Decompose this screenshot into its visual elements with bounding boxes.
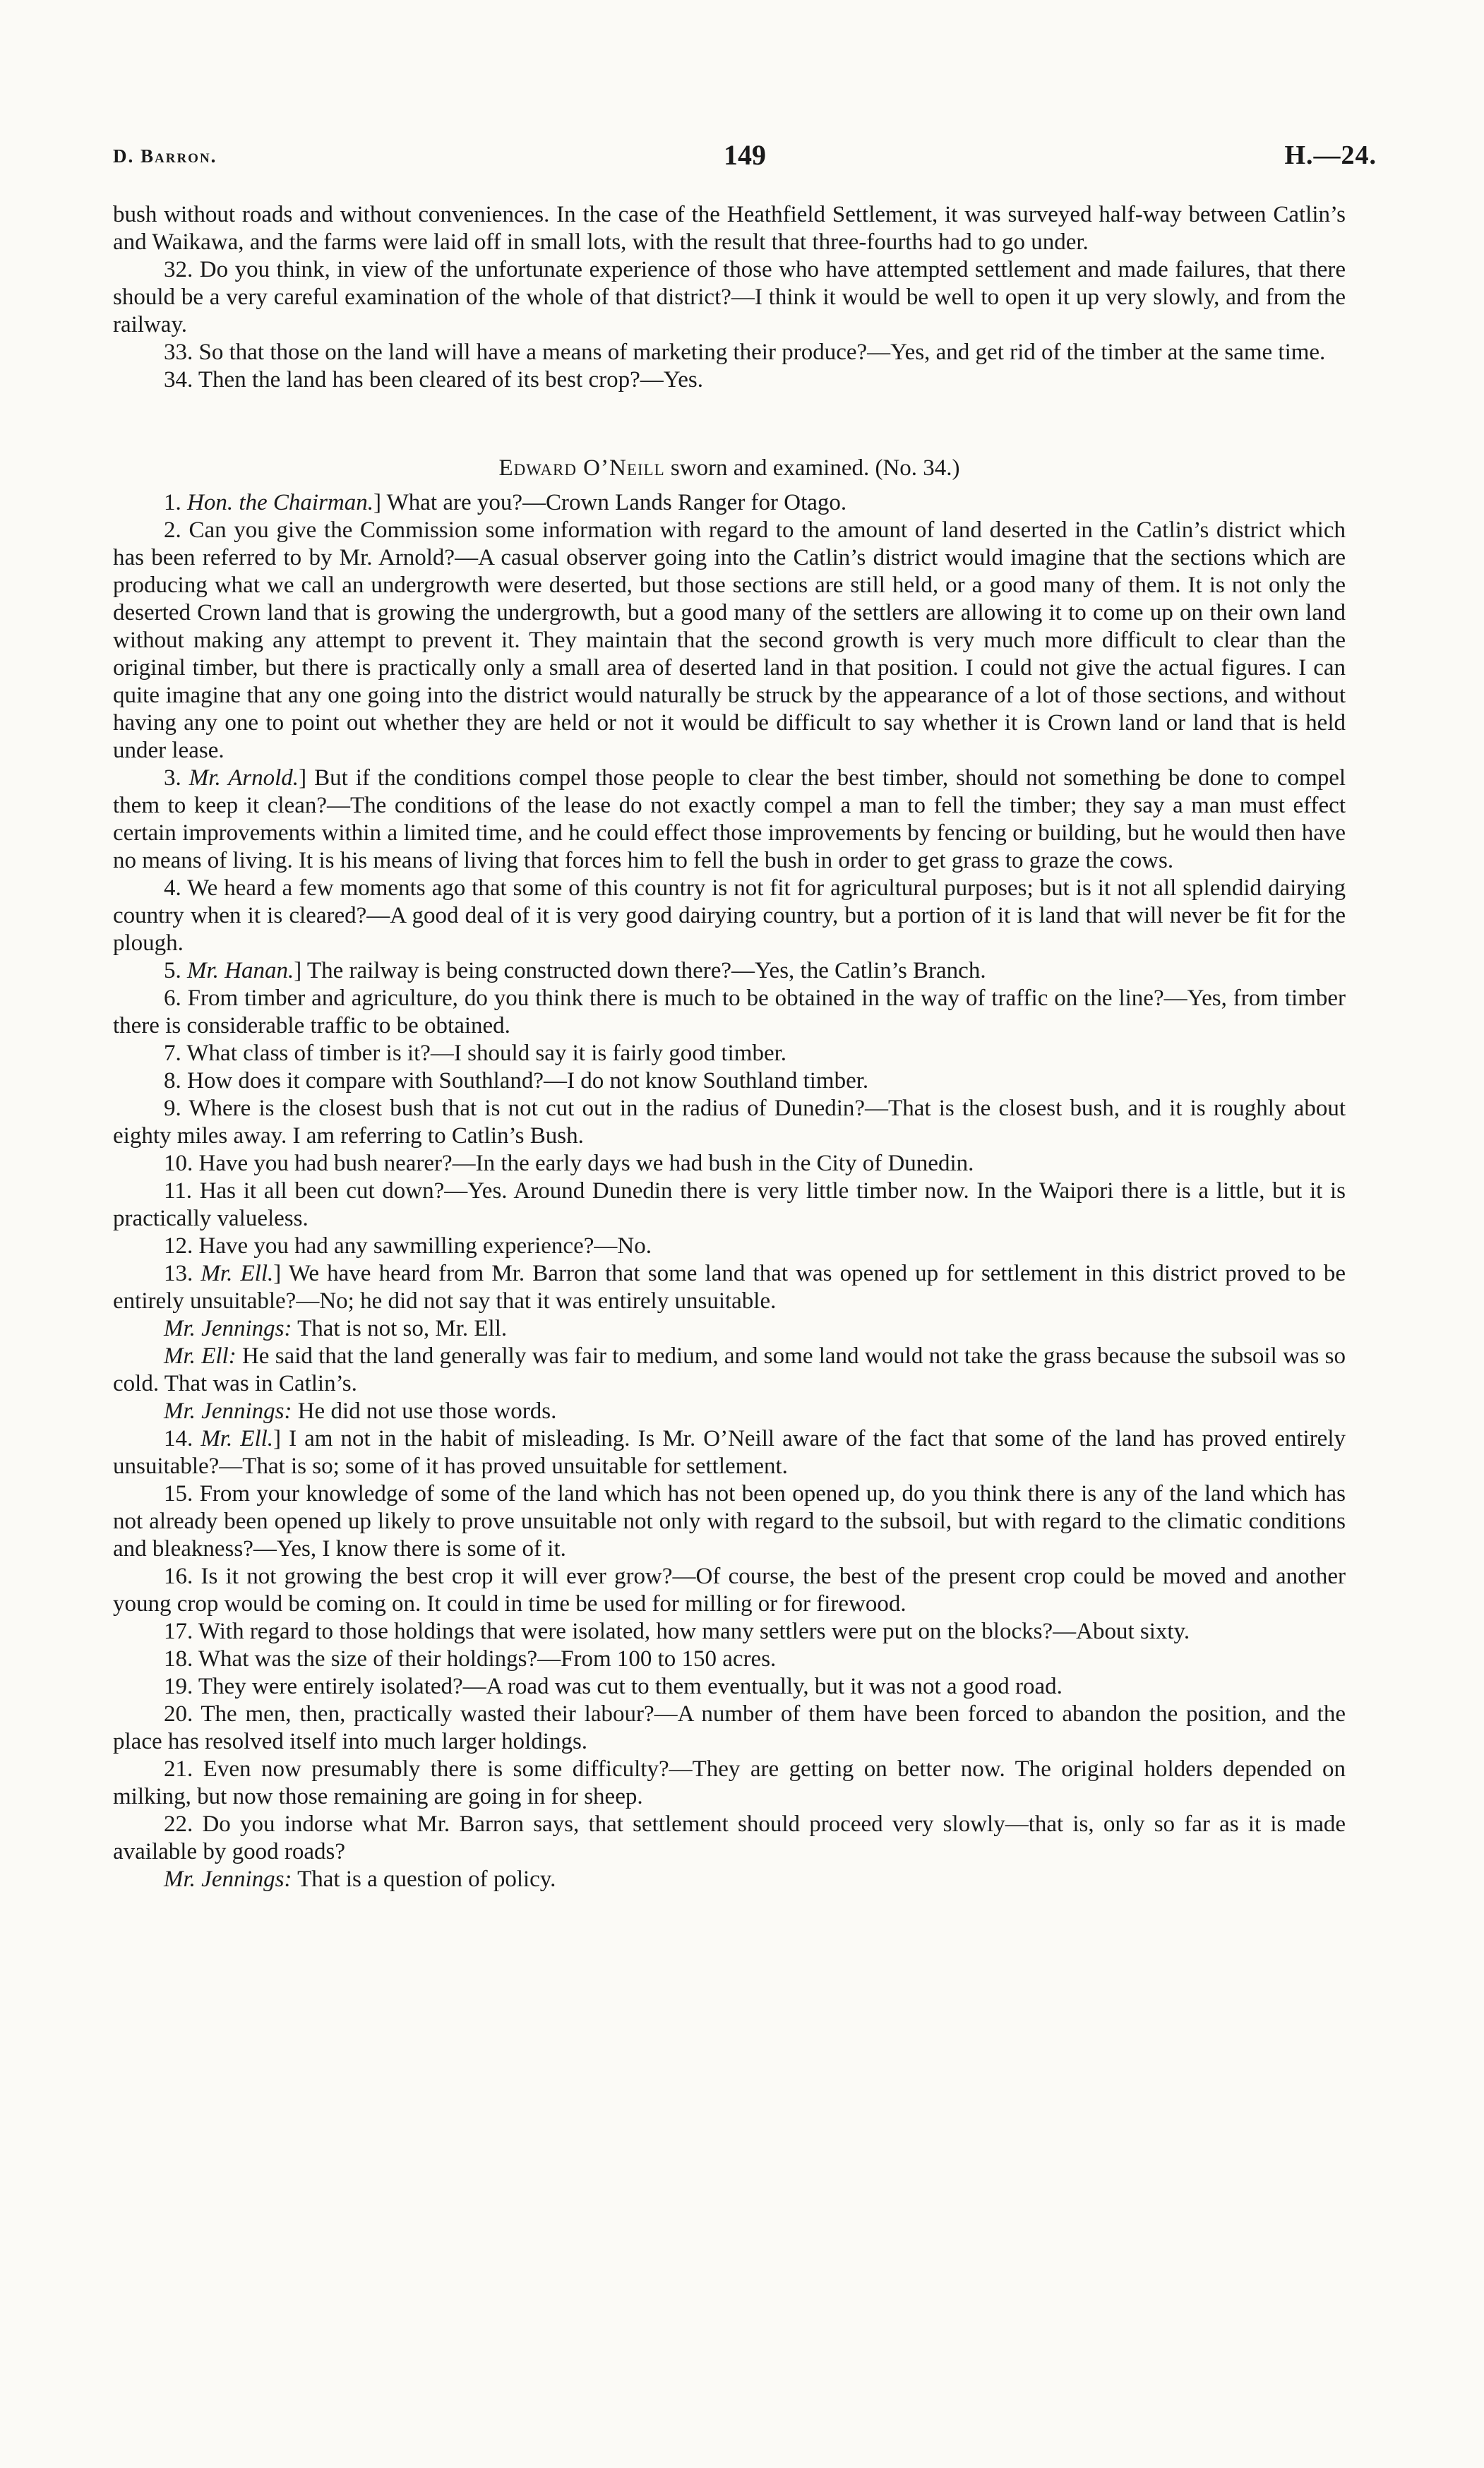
testimony-paragraph (113, 1233, 1346, 1260)
paragraph: 33. So that those on the land will have a means of marketing their produce?—Yes, and get rid of the timber at the same time. (164, 340, 1326, 365)
speaker-name: Mr. Arnold. (189, 765, 299, 791)
question-number: 13. (164, 1261, 201, 1286)
paper-reference: H.—24. (1284, 140, 1377, 170)
testimony-paragraph (113, 1260, 1346, 1315)
speaker-name: Mr. Hanan. (187, 958, 294, 983)
testimony-text: 11. Has it all been cut down?—Yes. Around Dunedin there is very little timber now. In the Waipori there is a little, but it is practically valueless. (113, 1178, 1346, 1231)
testimony-text: That is a question of policy. (292, 1867, 556, 1892)
testimony-paragraph (113, 875, 1346, 957)
testimony-text: 22. Do you indorse what Mr. Barron says, that settlement should proceed very slowly—that is, only so far as it is made available by good roads? (113, 1811, 1346, 1864)
testimony-paragraph (113, 517, 1346, 765)
testimony-paragraph (113, 1811, 1346, 1866)
testimony-paragraph (113, 985, 1346, 1040)
testimony-paragraph (113, 1646, 1346, 1673)
witness-name: Edward O’Neill (498, 455, 665, 481)
testimony-text: He said that the land generally was fair to medium, and some land would not take the grass because the subsoil was so cold. That was in Catlin’s. (113, 1343, 1346, 1396)
testimony-text: 21. Even now presumably there is some difficulty?—They are getting on better now. The original holders depended on milking, but now those remaining are going in for sheep. (113, 1756, 1346, 1809)
testimony-text: 4. We heard a few moments ago that some of this country is not fit for agricultural purposes; but is it not all splendid dairying country when it is cleared?—A good deal of it is very good dairying country, but a portion of it is land that will never be fit for the plough. (113, 875, 1346, 956)
page-header (113, 138, 1377, 181)
header-witness: D. Barron. (113, 145, 217, 167)
testimony-paragraph (113, 1343, 1346, 1398)
testimony-paragraph (113, 1398, 1346, 1425)
testimony-text: 7. What class of timber is it?—I should say it is fairly good timber. (164, 1041, 787, 1066)
testimony-paragraph (113, 1067, 1346, 1095)
question-number: 14. (164, 1426, 201, 1451)
testimony-text: 15. From your knowledge of some of the land which has not been opened up, do you think there is any of the land which has not already been opened up likely to prove unsuitable not only with regard to the subsoil, but with regard to the climatic conditions and bleakness?—Yes, I know there is some of it. (113, 1481, 1346, 1562)
speaker-name: Mr. Ell. (201, 1261, 274, 1286)
speaker-name: Mr. Ell. (201, 1426, 274, 1451)
testimony-text: 2. Can you give the Commission some information with regard to the amount of land deserted in the Catlin’s district which has been referred to by Mr. Arnold?—A casual observer going into the Catlin’s district would imagine that the sections which are producing what we call an undergrowth were deserted, but those sections are still held, or a good many of them. It is not only the deserted Crown land that is growing the undergrowth, but a good many of the settlers are allowing it to come up on their own land without making any attempt to prevent it. They maintain that the second growth is very much more difficult to clear than the original timber, but there is practically only a small area of deserted land in that position. I could not give the actual figures. I can quite imagine that any one going into the district would naturally be struck by the appearance of a lot of those sections, and without having any one to point out whether they are held or not it would be difficult to say whether it is Crown land or land that is held under lease. (113, 517, 1346, 763)
heading-rest: sworn and examined. (No. 34.) (664, 455, 960, 481)
testimony-paragraph (113, 1315, 1346, 1343)
testimony-paragraph (113, 1701, 1346, 1756)
testimony-text: ] I am not in the habit of misleading. Is Mr. O’Neill aware of the fact that some of the land has proved entirely unsuitable?—That is so; some of it has proved unsuitable for settlement. (113, 1426, 1346, 1479)
testimony-text: 8. How does it compare with Southland?—I do not know Southland timber. (164, 1068, 869, 1094)
testimony-paragraph (113, 1618, 1346, 1646)
testimony-text: 16. Is it not growing the best crop it will ever grow?—Of course, the best of the present crop could be moved and another young crop would be coming on. It could in time be used for milling or for firewood. (113, 1564, 1346, 1617)
testimony-paragraph (113, 1178, 1346, 1233)
testimony-paragraph (113, 1756, 1346, 1811)
testimony-text: ] But if the conditions compel those people to clear the best timber, should not something be done to compel them to keep it clean?—The conditions of the lease do not exactly compel a man to fell the timber; they say a man must effect certain improvements within a limited time, and he could effect those improvements by fencing or building, but he would then have no means of living. It is his means of living that forces him to fell the bush in order to get grass to graze the cows. (113, 765, 1346, 873)
testimony-paragraph (113, 1150, 1346, 1178)
section-heading (113, 455, 1346, 482)
testimony-paragraph (113, 489, 1346, 517)
question-number: 5. (164, 958, 187, 983)
testimony-text: 6. From timber and agriculture, do you think there is much to be obtained in the way of traffic on the line?—Yes, from timber there is considerable traffic to be obtained. (113, 986, 1346, 1038)
testimony-text: That is not so, Mr. Ell. (292, 1316, 508, 1341)
paragraph: 32. Do you think, in view of the unfortunate experience of those who have attempted settlement and made failures, that there should be a very careful examination of the whole of that district?—I think it would be well to open it up very slowly, and from the railway. (113, 257, 1346, 337)
testimony-text: ] What are you?—Crown Lands Ranger for Otago. (373, 490, 847, 515)
testimony-paragraph (113, 1095, 1346, 1150)
speaker-name: Mr. Jennings: (164, 1316, 292, 1341)
testimony-paragraph (113, 1040, 1346, 1067)
testimony-paragraph (113, 1563, 1346, 1618)
question-number: 1. (164, 490, 187, 515)
testimony-text: 10. Have you had bush nearer?—In the early days we had bush in the City of Dunedin. (164, 1151, 974, 1176)
testimony-paragraph (113, 1425, 1346, 1480)
testimony-text: 19. They were entirely isolated?—A road was cut to them eventually, but it was not a good road. (164, 1674, 1063, 1699)
testimony-paragraph (113, 957, 1346, 985)
testimony-list (113, 489, 1346, 1893)
testimony-paragraph (113, 1673, 1346, 1701)
testimony-text: 12. Have you had any sawmilling experience?—No. (164, 1233, 652, 1259)
testimony-text: ] The railway is being constructed down there?—Yes, the Catlin’s Branch. (294, 958, 986, 983)
testimony-paragraph (113, 765, 1346, 875)
document-body (113, 201, 1346, 1893)
speaker-name: Mr. Ell: (164, 1343, 237, 1369)
paragraph: 34. Then the land has been cleared of its best crop?—Yes. (164, 367, 703, 393)
testimony-text: 20. The men, then, practically wasted their labour?—A number of them have been forced to abandon the position, and the place has resolved itself into much larger holdings. (113, 1701, 1346, 1754)
speaker-name: Hon. the Chairman. (187, 490, 373, 515)
testimony-text: ] We have heard from Mr. Barron that some land that was opened up for settlement in this district proved to be entirely unsuitable?—No; he did not say that it was entirely unsuitable. (113, 1261, 1346, 1314)
page-number: 149 (724, 139, 766, 171)
testimony-text: 17. With regard to those holdings that were isolated, how many settlers were put on the blocks?—About sixty. (164, 1619, 1190, 1644)
testimony-text: 18. What was the size of their holdings?—From 100 to 150 acres. (164, 1646, 777, 1672)
testimony-text: 9. Where is the closest bush that is not cut out in the radius of Dunedin?—That is the closest bush, and it is roughly about eighty miles away. I am referring to Catlin’s Bush. (113, 1096, 1346, 1149)
paragraph: bush without roads and without conveniences. In the case of the Heathfield Settlement, it was surveyed half-way between Catlin’s and Waikawa, and the farms were laid off in small lots, with the result that three-fourths had to go under. (113, 202, 1346, 255)
speaker-name: Mr. Jennings: (164, 1867, 292, 1892)
speaker-name: Mr. Jennings: (164, 1398, 292, 1424)
testimony-paragraph (113, 1480, 1346, 1563)
question-number: 3. (164, 765, 189, 791)
testimony-text: He did not use those words. (292, 1398, 557, 1424)
testimony-paragraph (113, 1866, 1346, 1893)
